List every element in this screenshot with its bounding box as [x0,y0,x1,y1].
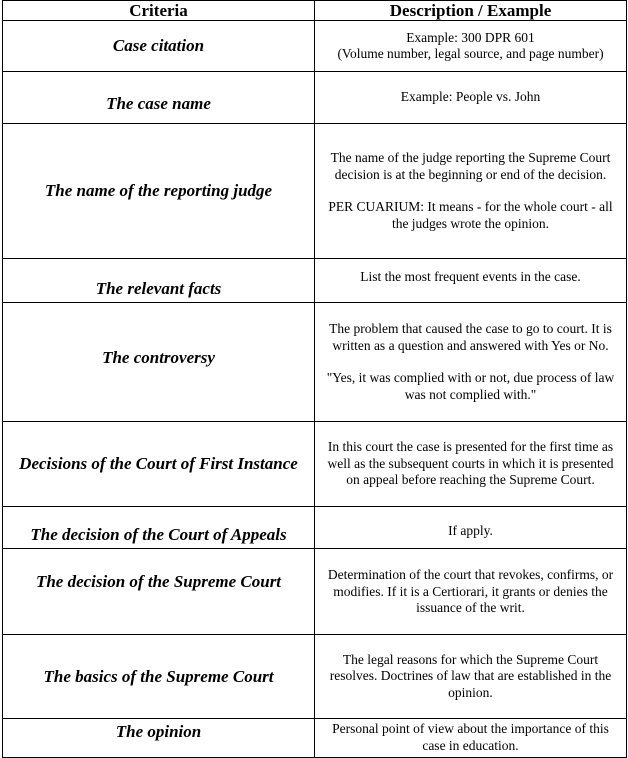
description-controversy [315,303,627,422]
header-description: Description / Example [315,1,627,21]
description-text: The legal reasons for which the Supreme Court resolves. Doctrines of law that are established in the opinion. [329,651,612,700]
description-court-first-instance [315,422,627,507]
criterion-case-name: The case name [3,72,315,124]
criterion-controversy: The controversy [3,303,315,422]
criterion-opinion: The opinion [3,719,315,758]
description-text: PER CUARIUM: It means - for the whole court - all the judges wrote the opinion. [328,199,613,231]
criterion-supreme-court-basics: The basics of the Supreme Court [3,635,315,719]
criteria-table [2,0,627,758]
description-supreme-court-decision [315,549,627,635]
description-text: Determination of the court that revokes, confirms, or modifies. If it is a Certiorari, it grants or denies the issuance of the writ. [327,567,614,615]
description-supreme-court-basics [315,635,627,719]
description-text: Personal point of view about the importance of this case in education. [332,721,609,753]
criterion-court-first-instance: Decisions of the Court of First Instance [3,422,315,507]
description-text: The name of the judge reporting the Supreme Court decision is at the beginning or end of the decision. [330,150,611,182]
criterion-court-of-appeals: The decision of the Court of Appeals [3,507,315,549]
description-text: If apply. [448,523,493,538]
description-reporting-judge [315,124,627,259]
description-text: In this court the case is presented for the first time as well as the subsequent courts in which it is presented on appeal before reaching the Supreme Court. [327,439,614,488]
header-criteria: Criteria [3,1,315,21]
criterion-reporting-judge: The name of the reporting judge [3,124,315,259]
criterion-relevant-facts: The relevant facts [3,259,315,303]
criterion-case-citation: Case citation [3,21,315,72]
description-case-citation [315,21,627,72]
description-text: List the most frequent events in the case. [360,269,581,285]
description-relevant-facts [315,259,627,303]
criterion-supreme-court-decision: The decision of the Supreme Court [3,549,315,635]
description-text: (Volume number, legal source, and page number) [337,46,604,61]
description-text: Example: 300 DPR 601 [406,29,535,45]
description-text: "Yes, it was complied with or not, due process of law was not complied with." [326,370,615,402]
description-case-name [315,72,627,124]
description-opinion [315,719,627,758]
description-text: Example: People vs. John [400,89,541,104]
description-court-of-appeals [315,507,627,549]
description-text: The problem that caused the case to go to court. It is written as a question and answered with Yes or No. [329,321,612,353]
